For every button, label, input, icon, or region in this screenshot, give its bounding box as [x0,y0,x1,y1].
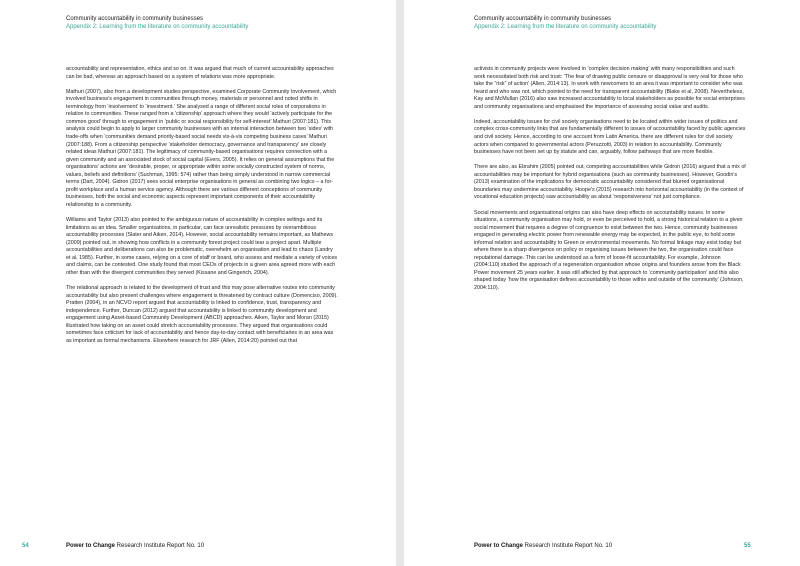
footer-brand: Power to Change [474,543,524,549]
paragraph: Indeed, accountability issues for civil society organisations need to be located within wider issues of politics and complex cross-community links that are fundamentally different to issues of accountability faced by public agencies and civil society. Hence, according to one account from Latin America, there are different rules for civil society actors when compared to governmental actors (Peruzzotti, 2003) in relation to accountability. Community businesses have not been set up by statute and can, arguably, follow pathways that are more flexible. [474,118,746,156]
page-footer [22,542,362,550]
paragraph: Williams and Taylor (2013) also pointed to the ambiguous nature of accountability in complex settings and its limitations as an idea. Smaller organisations, in particular, can face unrealistic pressures by overambitious accountability processes (Slater and Aiken, 2014). However, social accountability remains important, as Mathews (2009) pointed out, in showing how conflicts in a community forest project could tear a project apart. Multiple accountabilities and deliberations can also be problematic, overwhelm an organisation and lead to chaos (Landry et al, 1985). Further, in some cases, relying on a core of staff or board, who assess and mediate a variety of voices and claims, can be contested. One study found that most CEOs of projects in a given area agreed more with each other than with the divergent communities they served (Kissane and Gingerich, 2004). [66,217,338,276]
paragraph: Social movements and organisational origins can also have deep effects on accountability issues. In some situations, a community organisation may hold, or even be perceived to hold, a strong historical relation to a given social movement that requires a degree of congruence to exist between the two. Hence, community businesses engaged in generating electric power from renewable energy may be expected, in the public eye, to hold some informal relation and accountability to Green or environmental movements. No formal linkage may exist today but where there is a sharp divergence on policy or organising issues between the two, the organisation could face reputational damage. This can be understood as a form of loose-fit accountability. For example, Johnson (2004:110) studied the approach of a regeneration organisation whose origins and founders arose from the Black Power movement 25 years earlier. It was still affected by that approach to ‘community participation’ and this also shaped today ‘how the organisation defines accountability to those within and outside of the community’ (Johnson, 2004:110). [474,209,744,291]
right-page [404,0,800,566]
paragraph: activists in community projects were involved in ‘complex decision making’ with many responsibilities and such work necessitated both risk and trust: ‘The fear of drawing public censure or disapproval is very real for those who take the “risk” of action’ (Allen, 2014:13). In work with newcomers to an area it was important to consider who was heard and who was not, which pointed to the need for transparent accountability (Blake et al, 2008). Nevertheless, Kay and McMullan (2016) also saw increased accountability to local stakeholders as possible for social enterprises and community organisations and emphasised the importance of assessing social value and audits. [474,66,745,110]
running-header [66,16,248,31]
page-footer [474,542,800,550]
footer-brand: Power to Change [66,543,116,549]
footer-report-title: Research Institute Report No. 10 [523,543,613,549]
paragraph: accountability and representation, ethics and so on. It was argued that much of current accountability approaches can be bad, whereas an approach based on a system of relations was more appropriate. [66,66,334,80]
body-text [66,66,338,353]
paragraph: There are also, as Ebrahim (2005) pointed out, competing accountabilities while Gidron (2016) argued that a mix of accountabilities may be important for hybrid organisations (such as community businesses). However, Goodin’s (2013) examination of the implications for democratic accountability considered that blurred organisational boundaries may undermine accountability. Hoope’s (2015) research into horizontal accountability (in the context of vocational education projects) saw accountability as about ‘responsiveness’ not just compliance. [474,164,746,201]
paragraph: The relational approach is related to the development of trust and this may pose alternative routes into community accountability but also present challenges where engagement is threatened by contract culture (Domenciso, 2009). Pratten (2004), in an NCVO report argued that accountability is linked to confidence, trust, transparency and independence. Further, Duncan (2012) argued that accountability is linked to community development and engagement using Asset-based Community Development (ABCD) approaches. Aiken, Taylor and Moran (2015) illustrated how taking on an asset could stretch accountability processes. They argued that organisations could sometimes face criticism for lack of accountability and hence day-to-day contact with beneficiaries in an area was as important as formal mechanisms. Elsewhere research for JRF (Allen, 2014:20) pointed out that [66,285,338,344]
header-document-title: Community accountability in community businesses [66,16,204,22]
paragraph: Mathuri (2007), also from a development studies perspective, examined Corporate Community Involvement, which involved business’s engagement in communities through money, materials or personnel and noted shifts in terminology from ‘involvement’ to ‘investment.’ She analysed a range of different social roles of corporations in relation to communities. These ranged from a ‘citizenship’ approach where they would ‘actively participate for the common good’ through to engagement in ‘public or social responsibility for self-interest’ Mathuri (2007:181). This analysis could begin to apply to larger community businesses with an internal interaction between two ‘sides’ with trade-offs when ‘communities demand priority-based social needs vis-à-vis competing business cases’ Mathuri (2007:188). From a citizenship perspective ‘stakeholder democracy, governance and transparency’ are closely related ideas Mathuri (2007:181). The legitimacy of community-based organisations requires connection with a given community and an associated stock of social capital (Evers, 2005). It relies on general assumptions that the organisations’ actions are ‘desirable, proper, or appropriate within some socially constructed system of norms, values, beliefs and definitions’ (Suchman, 1995: 574) rather than being simply understood in narrow commercial terms (Dart, 2004). Gidron (2017) sees social enterprise organisations in general as combining two logics – a for-profit workplace and a human service agency. Although there are various different conceptions of community businesses, both the social and economic aspects represent important components of their accountability relationship to a community. [66,88,337,208]
body-text [474,66,746,300]
left-page [0,0,396,566]
header-appendix-title: Appendix 2: Learning from the literature on community accountability [66,23,249,30]
header-appendix-title: Appendix 2: Learning from the literature on community accountability [474,23,657,30]
footer-report-title: Research Institute Report No. 10 [115,543,205,549]
page-number: 54 [22,543,29,549]
running-header [474,16,656,31]
page-number: 55 [744,543,751,549]
header-document-title: Community accountability in community businesses [474,16,612,22]
